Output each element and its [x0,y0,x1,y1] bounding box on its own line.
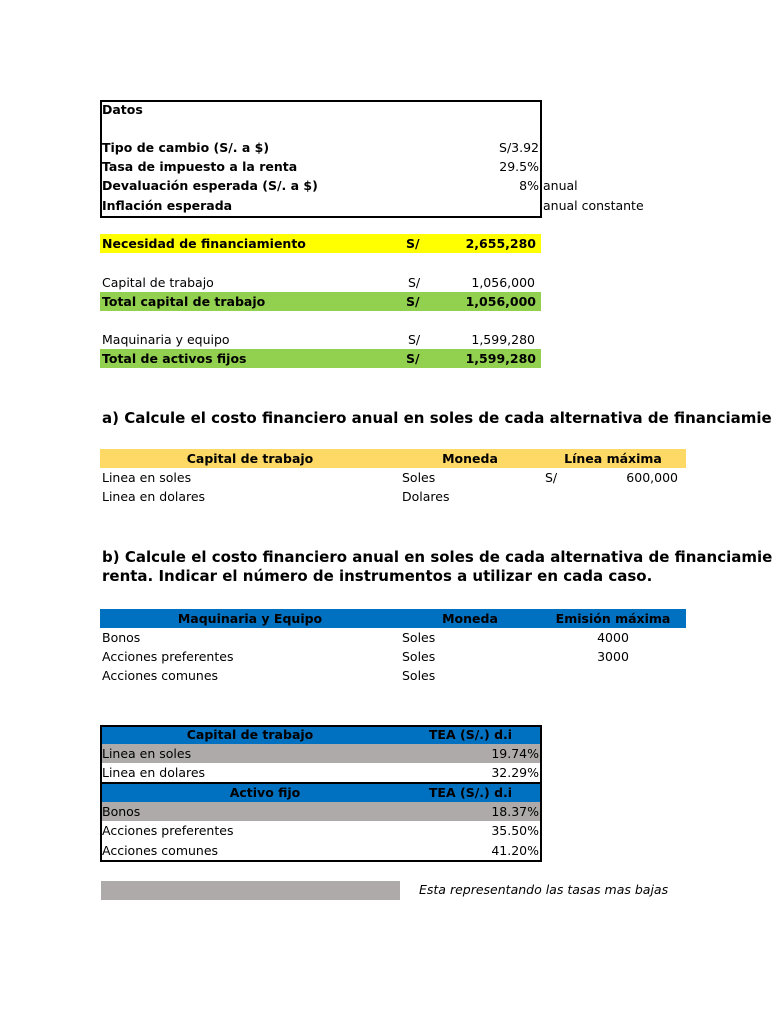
datos-label-devaluacion: Devaluación esperada (S/. a $) [102,178,318,193]
tea-activo-row-value: 41.20% [491,843,539,858]
tea-activo-row-value: 35.50% [491,823,539,838]
total-capital-currency: S/ [406,294,420,309]
legend-swatch [101,881,400,900]
legend-text: Esta representando las tasas mas bajas [419,882,669,897]
question-b-row [100,628,686,647]
tea-activo-row [100,821,541,840]
question-b-row-max: 4000 [597,630,629,645]
question-a-row-moneda: Soles [402,470,436,485]
question-a-header-moneda: Moneda [442,451,498,466]
datos-border-right [540,100,542,218]
tea-capital-row-name: Linea en soles [102,746,192,761]
tea-border-bottom [100,860,542,862]
tea-activo-row [100,802,541,821]
question-b-heading-line1: b) Calcule el costo financiero anual en soles de cada alternativa de financiamie [102,548,772,566]
tea-border-mid [100,782,542,784]
total-capital-value: 1,056,000 [465,294,536,309]
tea-capital-header [100,725,541,744]
question-b-header [100,609,686,628]
maquinaria-label: Maquinaria y equipo [102,332,230,347]
necesidad-value: 2,655,280 [465,236,536,251]
datos-border-bottom [100,216,542,218]
datos-note-inflacion: anual constante [543,198,644,213]
question-a-header-linea: Línea máxima [564,451,662,466]
question-b-row-max: 3000 [597,649,629,664]
tea-activo-header-name: Activo fijo [229,785,301,800]
question-b-row-moneda: Soles [402,668,436,683]
total-activos-currency: S/ [406,351,420,366]
datos-border-top [100,100,542,102]
tea-border-right [540,725,542,862]
necesidad-currency: S/ [406,236,420,251]
question-a-header-capital: Capital de trabajo [186,451,314,466]
tea-capital-row-value: 19.74% [491,746,539,761]
tea-border-left [100,725,102,862]
question-b-header-moneda: Moneda [442,611,498,626]
maquinaria-row [100,330,541,349]
question-b-row-name: Acciones preferentes [102,649,234,664]
question-b-heading-line2: renta. Indicar el número de instrumentos a utilizar en cada caso. [102,567,653,585]
maquinaria-currency: S/ [408,332,421,347]
question-b-row-moneda: Soles [402,630,436,645]
question-a-row-moneda: Dolares [402,489,450,504]
datos-title: Datos [102,102,143,117]
total-capital-row [100,292,541,311]
tea-activo-header [100,783,541,802]
question-a-row-max: 600,000 [626,470,678,485]
total-activos-label: Total de activos fijos [102,351,247,366]
question-a-row-name: Linea en soles [102,470,192,485]
datos-value-tipo-cambio: S/3.92 [499,140,539,155]
question-a-row [100,468,686,487]
tea-capital-row [100,763,541,782]
total-capital-label: Total capital de trabajo [102,294,266,309]
question-b-row-name: Bonos [102,630,141,645]
question-a-heading: a) Calcule el costo financiero anual en soles de cada alternativa de financiamie [102,409,772,427]
datos-value-impuesto: 29.5% [499,159,539,174]
capital-trabajo-currency: S/ [408,275,421,290]
tea-border-top [100,725,542,727]
necesidad-row [100,234,541,253]
tea-activo-row-value: 18.37% [491,804,539,819]
tea-activo-row-name: Acciones preferentes [102,823,234,838]
tea-capital-header-name: Capital de trabajo [186,727,314,742]
capital-trabajo-row [100,273,541,292]
tea-capital-row-value: 32.29% [491,765,539,780]
tea-activo-row-name: Bonos [102,804,141,819]
question-a-clip [100,408,772,432]
tea-capital-row-name: Linea en dolares [102,765,206,780]
tea-activo-row [100,841,541,860]
total-activos-value: 1,599,280 [465,351,536,366]
tea-activo-row-name: Acciones comunes [102,843,219,858]
question-a-row [100,487,686,506]
question-a-row-currency: S/ [545,470,558,485]
datos-label-tipo-cambio: Tipo de cambio (S/. a $) [102,140,270,155]
necesidad-label: Necesidad de financiamiento [102,236,306,251]
question-b-row-moneda: Soles [402,649,436,664]
datos-label-inflacion: Inflación esperada [102,198,233,213]
capital-trabajo-label: Capital de trabajo [102,275,214,290]
question-b-row-name: Acciones comunes [102,668,219,683]
maquinaria-value: 1,599,280 [471,332,535,347]
question-b-row [100,666,686,685]
question-b-header-emision: Emisión máxima [555,611,671,626]
question-a-header [100,449,686,468]
tea-capital-row [100,744,541,763]
capital-trabajo-value: 1,056,000 [471,275,535,290]
tea-capital-header-value: TEA (S/.) d.i [428,727,513,742]
datos-note-devaluacion: anual [543,178,578,193]
question-b-header-maquinaria: Maquinaria y Equipo [177,611,323,626]
datos-label-impuesto: Tasa de impuesto a la renta [102,159,298,174]
total-activos-row [100,349,541,368]
datos-value-devaluacion: 8% [519,178,539,193]
question-b-clip [100,546,772,588]
tea-activo-header-value: TEA (S/.) d.i [428,785,513,800]
question-a-row-name: Linea en dolares [102,489,206,504]
question-b-row [100,647,686,666]
